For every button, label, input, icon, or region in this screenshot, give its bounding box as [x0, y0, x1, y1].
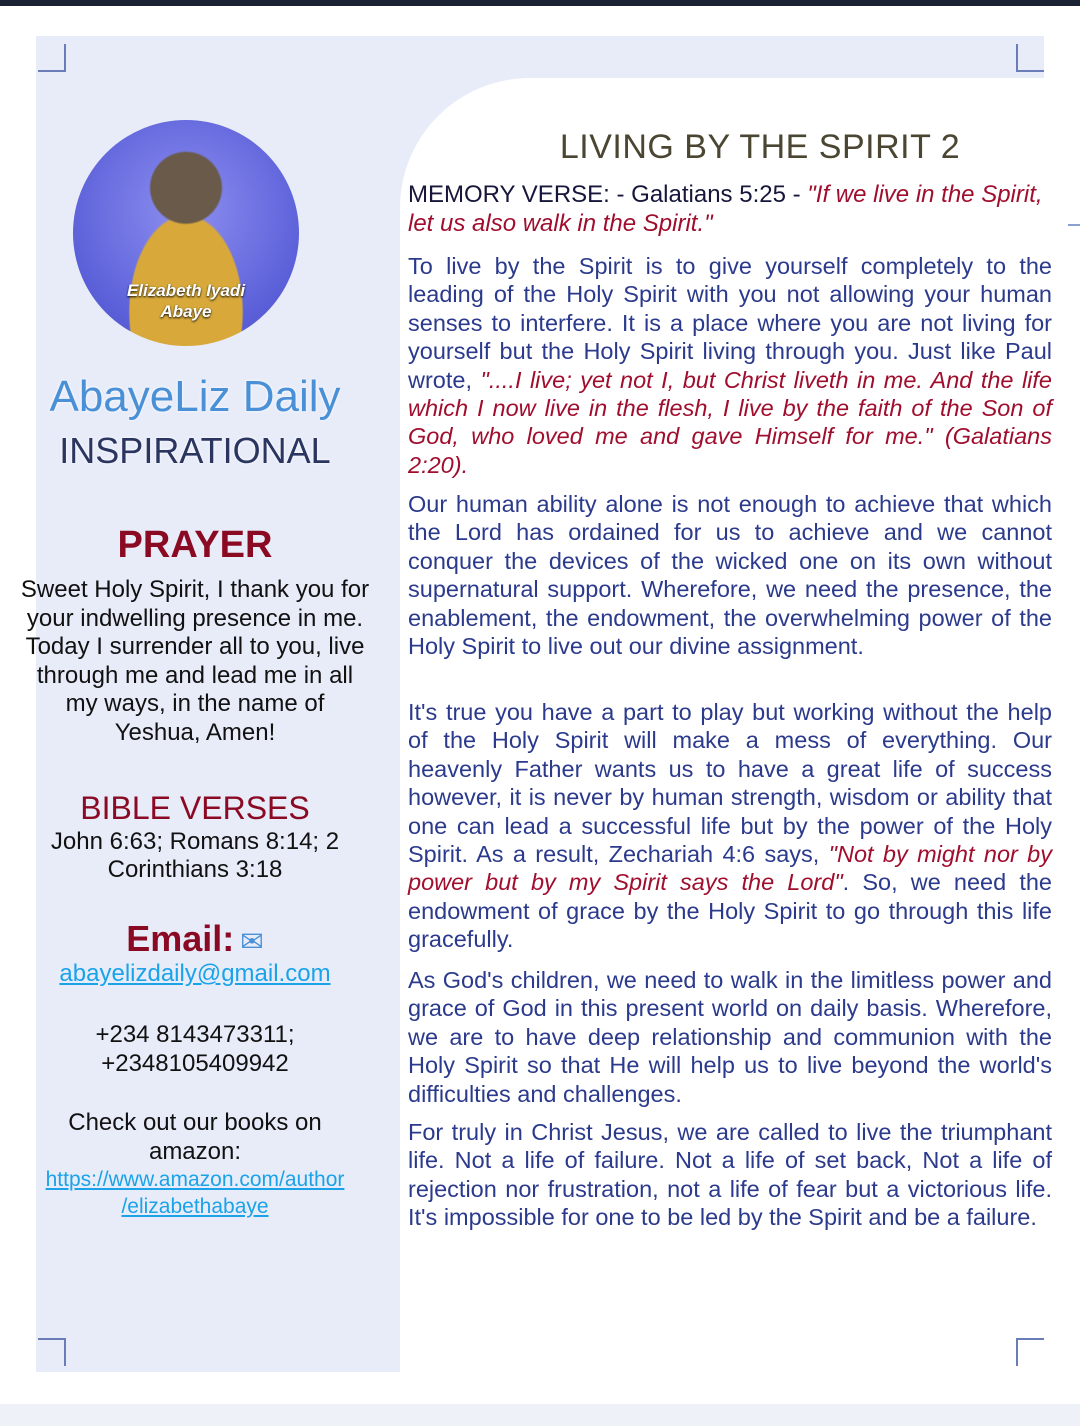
bible-verses-text: John 6:63; Romans 8:14; 2 Corinthians 3:18 [50, 828, 340, 883]
paragraph-1-text: To live by the Spirit is to give yourself completely to the leading of the Holy Spirit with you not allowing your human senses to interfere. It is a place where you are not living for yourself but the Holy Spirit living through you. Just like Paul wrote, [408, 253, 1052, 393]
article-title: LIVING BY THE SPIRIT 2 [559, 128, 961, 166]
email-heading [20, 918, 370, 960]
prayer-heading: PRAYER [117, 524, 273, 566]
bottom-strip [0, 1404, 1080, 1426]
paragraph-3-end: . So, we need the endowment of grace by the Holy Spirit to go through this life gracefully. [408, 869, 1052, 953]
bible-verses-heading: BIBLE VERSES [80, 790, 310, 826]
envelope-icon: ✉ [240, 926, 264, 957]
paragraph-1-quote: "....I live; yet not I, but Christ liveth in me. And the life which I now live in the flesh, I live by the faith of the Son of God, who loved me and gave Himself for me." (Galatians 2:20). [408, 366, 1053, 478]
brand-title: AbayeLiz Daily [49, 372, 341, 421]
amazon-link-line2[interactable]: /elizabethabaye [121, 1195, 269, 1218]
article-paragraph-5: For truly in Christ Jesus, we are called to live the triumphant life. Not a life of failure. Not a life of set back, Not a life of rejection nor frustration, not a life of fear but a victorious life. It's impossible for one to be led by the Spirit and be a failure. [408, 1119, 1052, 1231]
author-avatar [73, 120, 299, 346]
memory-verse-label: MEMORY VERSE: - Galatians 5:25 - [408, 181, 801, 208]
article-paragraph-3 [408, 698, 1052, 954]
brand [36, 372, 354, 472]
paragraph-3-quote: "Not by might nor by power but by my Spirit says the Lord" [408, 841, 1052, 896]
phone-line-1: +234 8143473311; [95, 1021, 295, 1048]
email-link[interactable]: abayelizdaily@gmail.com [59, 960, 331, 987]
article-paragraph-2: Our human ability alone is not enough to achieve that which the Lord has ordained for us to achieve and we cannot conquer the devices of the wicked one on its own without supernatural support. Wherefore, we need the presence, the enablement, the endowment, the overwhelming power of the Holy Spirit to live out our divine assignment. [408, 491, 1052, 660]
memory-verse-quote: "If we live in the Spirit, let us also walk in the Spirit." [408, 181, 1043, 237]
avatar-caption [73, 280, 299, 322]
phone-line-2: +2348105409942 [101, 1050, 289, 1077]
email-label: Email: [126, 918, 235, 959]
corner-mark-bottom-left [38, 1338, 66, 1366]
phone-numbers [20, 1020, 370, 1078]
memory-verse [408, 180, 1052, 238]
amazon-link-line1[interactable]: https://www.amazon.com/author [45, 1168, 345, 1191]
brand-subtitle: INSPIRATIONAL [59, 430, 331, 471]
amazon-link[interactable] [20, 1166, 370, 1220]
paragraph-3-text: It's true you have a part to play but working without the help of the Holy Spirit will make a mess of everything. Our heavenly Father wants us to have a great life of success however, it is never by human strength, wisdom or ability that one can lead a successful life but by the power of the Holy Spirit. As a result, Zechariah 4:6 says, [408, 699, 1052, 868]
avatar-caption-line2: Abaye [160, 302, 212, 321]
article-paragraph-1 [408, 252, 1052, 479]
edge-tick [1068, 224, 1080, 226]
corner-mark-bottom-right [1016, 1338, 1044, 1366]
article-paragraph-4: As God's children, we need to walk in the limitless power and grace of God in this present world on daily basis. Wherefore, we are to have deep relationship and communion with the Holy Spirit so that He will help us to live beyond the world's difficulties and challenges. [408, 967, 1052, 1107]
top-bar [0, 0, 1080, 6]
avatar-caption-line1: Elizabeth Iyadi [126, 281, 246, 300]
books-note: Check out our books on amazon: [68, 1109, 322, 1165]
corner-mark-top-right [1016, 44, 1044, 72]
corner-mark-top-left [38, 44, 66, 72]
prayer-text: Sweet Holy Spirit, I thank you for your indwelling presence in me. Today I surrender all to you, live through me and lead me in all my ways, in the name of Yeshua, Amen! [20, 576, 370, 746]
